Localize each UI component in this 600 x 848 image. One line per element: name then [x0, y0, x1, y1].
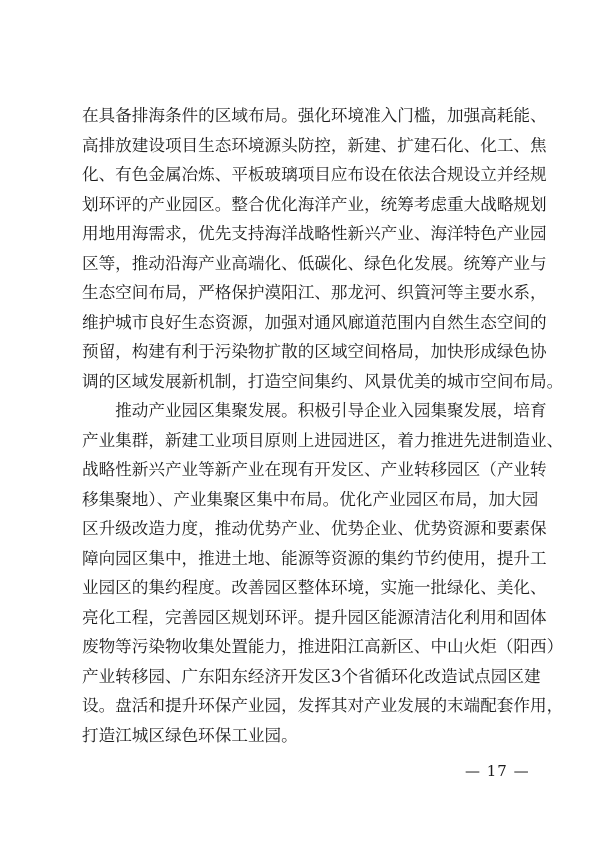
text-line: 打造江城区绿色环保工业园。 — [82, 725, 298, 745]
text-line: 化、有色金属冶炼、平板玻璃项目应布设在依法合规设立并经规 — [82, 165, 547, 184]
text-line: 生态空间布局，严格保护漠阳江、那龙河、织篢河等主要水系， — [82, 283, 547, 302]
text-line: 维护城市良好生态资源，加强对通风廊道范围内自然生态空间的 — [82, 312, 547, 332]
text-line: 产业集群，新建工业项目原则上进园进区，着力推进先进制造业、 — [82, 430, 564, 450]
text-line: 用地用海需求，优先支持海洋战略性新兴产业、海洋特色产业园 — [82, 224, 547, 243]
text-line: 产业转移园、广东阳东经济开发区3个省循环化改造试点园区建 — [82, 666, 541, 686]
text-line: 障向园区集中，推进土地、能源等资源的集约节约使用，提升工 — [82, 548, 547, 568]
text-line: 划环评的产业园区。整合优化海洋产业，统筹考虑重大战略规划 — [82, 194, 547, 214]
text-line: 亮化工程，完善园区规划环评。提升园区能源清洁化利用和固体 — [82, 607, 547, 627]
paragraph-region-layout — [82, 101, 564, 396]
text-line: 调的区域发展新机制，打造空间集约、风景优美的城市空间布局。 — [82, 371, 564, 391]
page-number: — 17 — — [465, 762, 530, 780]
text-line: 废物等污染物收集处置能力，推进阳江高新区、中山火炬（阳西） — [82, 637, 564, 656]
text-line: 预留，构建有利于污染物扩散的区域空间格局，加快形成绿色协 — [82, 342, 547, 361]
paragraph-industrial-parks — [82, 396, 564, 750]
text-line: 业园区的集约程度。改善园区整体环境，实施一批绿化、美化、 — [82, 578, 547, 597]
text-line: 移集聚地）、产业集聚区集中布局。优化产业园区布局，加大园 — [82, 489, 539, 509]
text-line: 区升级改造力度，推动优势产业、优势企业、优势资源和要素保 — [82, 519, 547, 538]
document-body — [82, 101, 564, 750]
text-line: 在具备排海条件的区域布局。强化环境准入门槛，加强高耗能、 — [82, 106, 547, 125]
text-line: 设。盘活和提升环保产业园，发挥其对产业发展的末端配套作用， — [82, 696, 564, 715]
text-line: 区等，推动沿海产业高端化、低碳化、绿色化发展。统筹产业与 — [82, 253, 547, 273]
text-line: 推动产业园区集聚发展。积极引导企业入园集聚发展，培育 — [82, 401, 547, 420]
text-line: 战略性新兴产业等新产业在现有开发区、产业转移园区（产业转 — [82, 460, 547, 479]
text-line: 高排放建设项目生态环境源头防控，新建、扩建石化、化工、焦 — [82, 135, 547, 155]
